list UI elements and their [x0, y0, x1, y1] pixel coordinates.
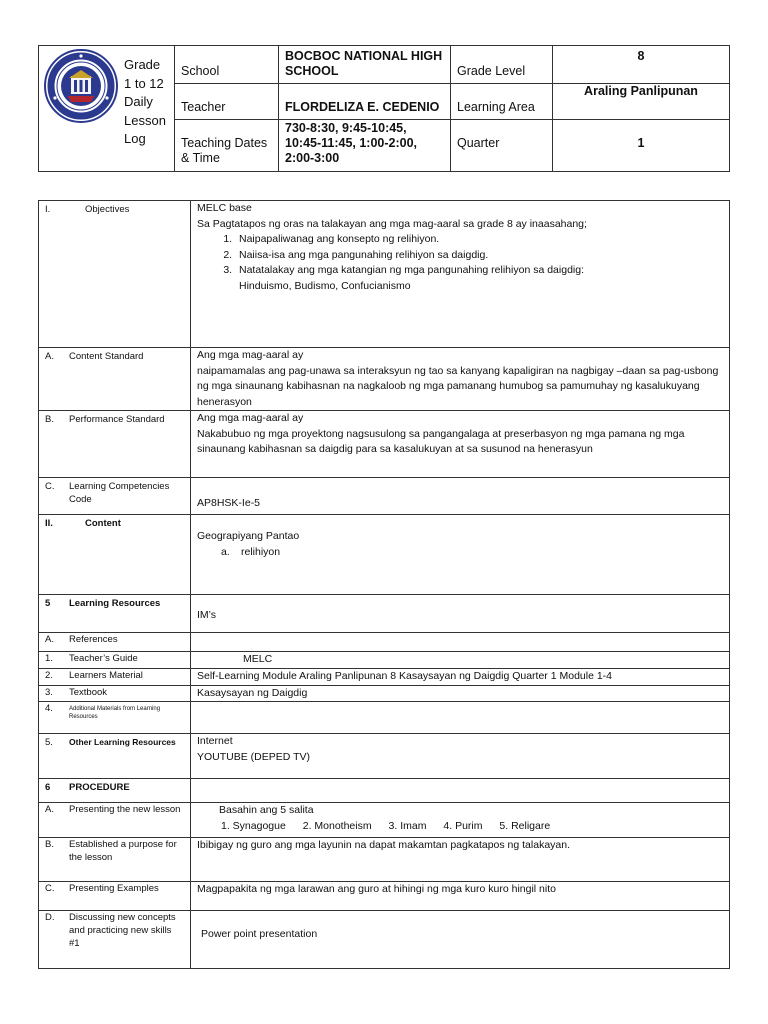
- teaching-dates-value: 730-8:30, 9:45-10:45, 10:45-11:45, 1:00-2:00, 2:00-3:00: [279, 120, 451, 172]
- grade-level-label: Grade Level: [451, 46, 553, 84]
- teaching-dates-label: Teaching Dates & Time: [175, 120, 279, 172]
- list-item: 1. Naipapaliwanag ang konsepto ng relihiyon.: [235, 232, 723, 248]
- row-label: [39, 595, 191, 633]
- row-label-text: Learning Competencies Code: [69, 481, 170, 505]
- subitem-number: a.: [221, 545, 230, 558]
- objectives-content: [191, 201, 730, 348]
- references-value: [191, 633, 730, 652]
- row-number: A.: [45, 634, 54, 645]
- row-number: D.: [45, 912, 55, 923]
- teachers-guide-value: MELC: [191, 652, 730, 669]
- table-row: [39, 734, 730, 779]
- list-item: 4. Purim: [443, 819, 483, 832]
- competencies-value: AP8HSK-Ie-5: [191, 478, 730, 515]
- row-label: [39, 668, 191, 685]
- row-label: [39, 838, 191, 882]
- table-row: [39, 803, 730, 838]
- teacher-value: FLORDELIZA E. CEDENIO: [279, 84, 451, 120]
- table-row: [39, 882, 730, 911]
- list-item: 2. Naiisa-isa ang mga pangunahing relihiyon sa daigdig.: [235, 248, 723, 264]
- grade-daily-lesson-log-title: [124, 56, 166, 149]
- row-number: 4.: [45, 703, 53, 714]
- table-row: [39, 911, 730, 969]
- row-label-text: Learning Resources: [69, 598, 161, 609]
- table-row: [39, 411, 730, 478]
- grade-label-line: Grade: [124, 57, 161, 72]
- content-line: YOUTUBE (DEPED TV): [197, 750, 310, 763]
- list-item: 2. Monotheism: [302, 819, 372, 832]
- row-number: II.: [45, 518, 53, 529]
- table-row: [39, 201, 730, 348]
- deped-seal-icon: [43, 48, 119, 124]
- content-line: Ang mga mag-aaral ay: [197, 349, 304, 361]
- row-number: 2.: [45, 669, 53, 681]
- objectives-line: Sa Pagtatapos ng oras na talakayan ang mga mag-aaral sa grade 8 ay inaasahang;: [197, 217, 587, 230]
- word-list: [197, 819, 723, 835]
- additional-value: [191, 702, 730, 734]
- row-label-text: Content Standard: [69, 351, 144, 362]
- table-row: [39, 838, 730, 882]
- row-label-text: Textbook: [69, 686, 108, 698]
- row-number: C.: [45, 481, 55, 492]
- row-number: C.: [45, 883, 55, 894]
- row-label: [39, 652, 191, 669]
- row-label: [39, 478, 191, 515]
- table-row: [39, 779, 730, 803]
- grade-label-line: Log: [124, 131, 146, 146]
- quarter-value: 1: [553, 120, 730, 172]
- row-number: A.: [45, 804, 54, 815]
- learners-material-value: Self-Learning Module Araling Panlipunan 8 Kasaysayan ng Daigdig Quarter 1 Module 1-4: [191, 668, 730, 685]
- row-label: [39, 702, 191, 734]
- content-subitem: [197, 545, 723, 561]
- grade-label-line: Daily: [124, 94, 153, 109]
- row-label-text: PROCEDURE: [69, 782, 130, 793]
- quarter-label: Quarter: [451, 120, 553, 172]
- grade-level-value: 8: [553, 46, 730, 84]
- list-item: 5. Religare: [499, 819, 551, 832]
- row-number: 6: [45, 782, 51, 793]
- content-line: Basahin ang 5 salita: [219, 804, 314, 816]
- row-number: I.: [45, 204, 51, 215]
- learning-resources-value: IM’s: [191, 595, 730, 633]
- table-row: [39, 515, 730, 595]
- content-content: [191, 515, 730, 595]
- row-label-text: Objectives: [85, 204, 130, 215]
- table-row: [39, 702, 730, 734]
- content-line: Nakabubuo ng mga proyektong nagsusulong sa pangangalaga at preserbasyon ng mga pamana ng mga sinaunang kabihasnan sa daigdig para sa kasalukuyan at sa susunod na henerasyun: [197, 427, 685, 455]
- list-item: 3. Natatalakay ang mga katangian ng mga pangunahing relihiyon sa daigdig:: [235, 263, 723, 279]
- row-label-text: Performance Standard: [69, 414, 165, 425]
- logo-cell: [39, 46, 175, 172]
- objectives-line: Hinduismo, Budismo, Confucianismo: [239, 279, 411, 292]
- table-row: [39, 633, 730, 652]
- row-label: [39, 882, 191, 911]
- content-line: Geograpiyang Pantao: [197, 530, 300, 542]
- content-line: Ang mga mag-aaral ay: [197, 412, 304, 424]
- row-label-text: Discussing new concepts and practicing new skills #1: [69, 912, 176, 949]
- row-label-text: Learners Material: [69, 669, 143, 681]
- row-number: 3.: [45, 686, 53, 698]
- subitem-text: relihiyon: [241, 545, 281, 558]
- row-label: [39, 779, 191, 803]
- row-label: [39, 911, 191, 969]
- row-number: B.: [45, 414, 54, 425]
- content-standard-content: [191, 348, 730, 411]
- row-number: 1.: [45, 653, 53, 664]
- row-label-text: References: [69, 634, 118, 645]
- examples-value: Magpapakita ng mga larawan ang guro at hihingi ng mga kuro kuro hingil nito: [191, 882, 730, 911]
- table-row: [39, 595, 730, 633]
- row-label: [39, 411, 191, 478]
- other-resources-content: [191, 734, 730, 779]
- table-row: [39, 652, 730, 669]
- row-label-text: Additional Materials from Learning Resources: [69, 706, 161, 720]
- row-number: B.: [45, 839, 54, 850]
- row-label-text: Content: [85, 518, 121, 529]
- row-label: [39, 633, 191, 652]
- list-item: 3. Imam: [388, 819, 427, 832]
- school-value: BOCBOC NATIONAL HIGH SCHOOL: [279, 46, 451, 84]
- discussing-value: Power point presentation: [191, 911, 730, 969]
- row-label: [39, 803, 191, 838]
- row-label: [39, 734, 191, 779]
- learning-area-label: Learning Area: [451, 84, 553, 120]
- table-row: [39, 348, 730, 411]
- purpose-value: Ibibigay ng guro ang mga layunin na dapat makamtan pagkatapos ng talakayan.: [191, 838, 730, 882]
- list-item: 1. Synagogue: [221, 819, 286, 832]
- row-label-text: Presenting the new lesson: [69, 804, 181, 815]
- table-row: [39, 668, 730, 685]
- row-label: [39, 201, 191, 348]
- row-label-text: Established a purpose for the lesson: [69, 839, 177, 863]
- learning-area-value: Araling Panlipunan: [553, 84, 730, 120]
- header-table: [38, 45, 730, 172]
- table-row: [39, 478, 730, 515]
- row-number: 5.: [45, 737, 53, 748]
- row-label-text: Teacher’s Guide: [69, 653, 138, 664]
- objectives-line: MELC base: [197, 202, 252, 214]
- row-label-text: Presenting Examples: [69, 883, 159, 894]
- teacher-label: Teacher: [175, 84, 279, 120]
- content-line: naipamamalas ang pag-unawa sa interaksyun ng tao sa kanyang kapaligiran na nagbigay –daan sa pag-usbong ng mga sinaunang kabihasnan na nagkaloob ng mga pamanang humubog sa pamumuhay ng kasalukuyang henerasyon: [197, 364, 719, 408]
- row-number: A.: [45, 351, 54, 362]
- grade-label-line: 1 to 12: [124, 75, 164, 91]
- row-number: 5: [45, 598, 51, 609]
- performance-standard-content: [191, 411, 730, 478]
- objectives-list: [197, 232, 723, 279]
- table-row: [39, 685, 730, 702]
- lesson-log-table: [38, 200, 730, 969]
- row-label: [39, 515, 191, 595]
- presenting-lesson-content: [191, 803, 730, 838]
- procedure-value: [191, 779, 730, 803]
- row-label: [39, 348, 191, 411]
- row-label-text: Other Learning Resources: [69, 737, 176, 747]
- row-label: [39, 685, 191, 702]
- school-label: School: [175, 46, 279, 84]
- textbook-value: Kasaysayan ng Daigdig: [191, 685, 730, 702]
- content-line: Internet: [197, 735, 233, 747]
- grade-label-line: Lesson: [124, 112, 166, 128]
